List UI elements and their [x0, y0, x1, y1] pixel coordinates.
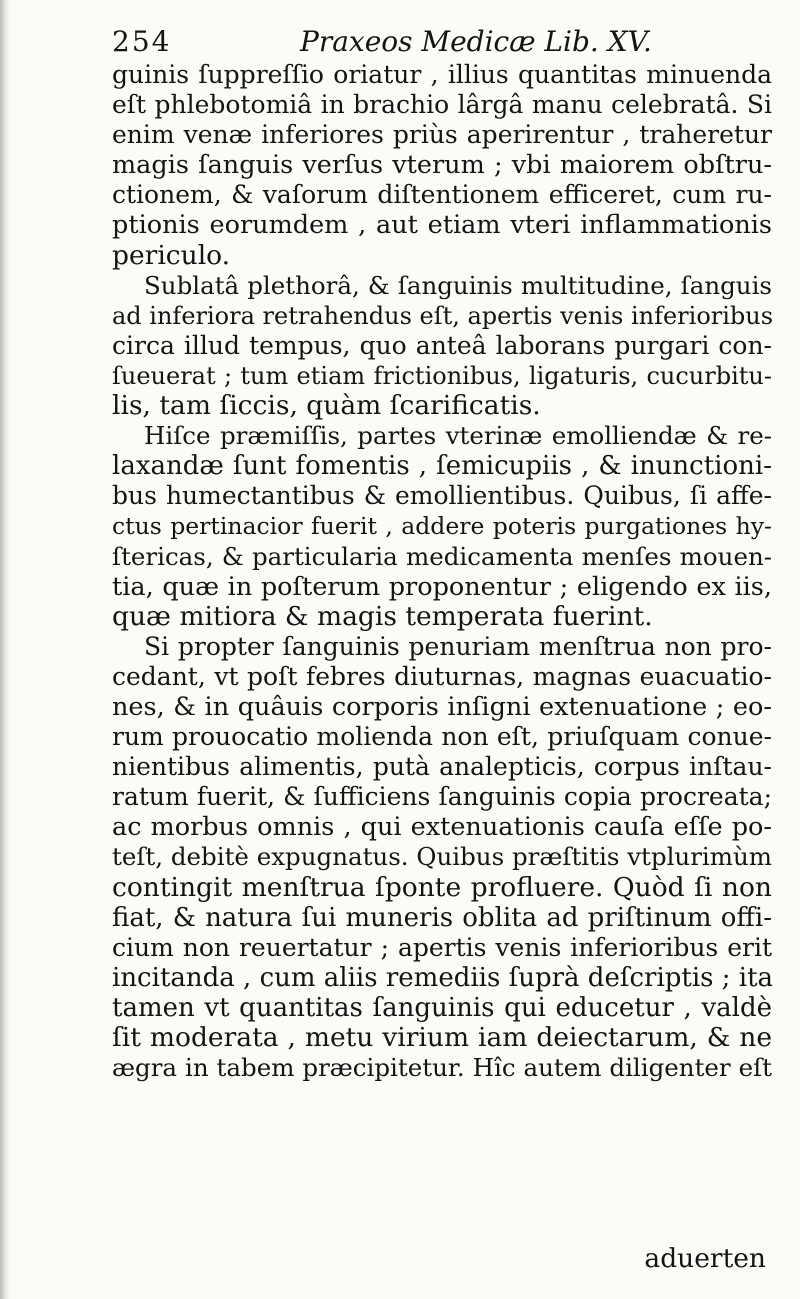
text-line: quæ mitiora & magis temperata fuerint. [112, 600, 653, 632]
text-line: cedant, vt poſt febres diuturnas, magnas euacuatio- [112, 661, 772, 691]
text-line: contingit menſtrua ſponte profluere. Quòd ſi non [112, 871, 772, 903]
paragraph [112, 60, 772, 271]
page-binding-edge [0, 0, 10, 1299]
text-line: teſt, debitè expugnatus. Quibus præſtitis vtplurimùm [112, 842, 772, 872]
text-line: Sublatâ plethorâ, & ſanguinis multitudine, ſanguis [144, 270, 772, 300]
running-title: Praxeos Medicæ Lib. XV. [300, 25, 652, 58]
text-line: tamen vt quantitas ſanguinis qui educetur , valdè [112, 992, 772, 1023]
text-line: eſt phlebotomiâ in brachio lârgâ manu celebratâ. Si [112, 90, 772, 120]
text-line: nientibus alimentis, putà analepticis, corpus inſtau- [112, 752, 772, 782]
text-line: ctus pertinacior fuerit , addere poteris purgationes hy- [112, 512, 772, 541]
text-line: cium non reuertatur ; apertis venis inferioribus erit [112, 932, 772, 962]
text-line: ac morbus omnis , qui extenuationis cauſa eſſe po- [112, 812, 772, 843]
text-line: Si propter ſanguinis penuriam menſtrua non pro- [144, 631, 772, 661]
text-line: enim venæ inferiores priùs aperirentur , traheretur [112, 120, 772, 150]
text-line: ſit moderata , metu virium iam deiectarum, & ne [112, 1022, 772, 1053]
text-line: nes, & in quâuis corporis inſigni extenuatione ; eo- [112, 691, 772, 722]
text-line: ctionem, & vaſorum diſtentionem efficeret, cum ru- [112, 180, 772, 210]
text-line: magis ſanguis verſus vterum ; vbi maiorem obſtru- [112, 150, 772, 181]
text-line: ptionis eorumdem , aut etiam vteri inflammationis [112, 210, 772, 241]
page-number: 254 [112, 25, 172, 58]
text-line: tia, quæ in poſterum proponentur ; eligendo ex iis, [112, 571, 772, 602]
text-line: lis, tam ſiccis, quàm ſcarificatis. [112, 390, 541, 422]
body-text [112, 60, 772, 1083]
paragraph [112, 632, 772, 1083]
text-line: laxandæ ſunt fomentis , ſemicupiis , & inunctioni- [112, 451, 772, 482]
text-line: bus humectantibus & emollientibus. Quibus, ſi affe- [112, 481, 772, 511]
text-line: guinis ſuppreſſio oriatur , illius quantitas minuenda [112, 60, 772, 89]
text-line: circa illud tempus, quo anteâ laborans purgari con- [112, 330, 772, 360]
text-line: ægra in tabem præcipitetur. Hîc autem diligenter eſt [112, 1053, 772, 1083]
text-line: ad inferiora retrahendus eſt, apertis venis inferioribus [112, 301, 774, 330]
text-line: ſueuerat ; tum etiam frictionibus, ligaturis, cucurbitu- [112, 361, 772, 390]
text-line: periculo. [112, 239, 231, 271]
text-line: incitanda , cum aliis remediis ſuprà deſcriptis ; ita [112, 962, 774, 993]
page-header [112, 22, 672, 62]
text-line: Hiſce præmiſſis, partes vterinæ emolliendæ & re- [144, 421, 772, 451]
paragraph [112, 271, 772, 421]
text-line: ratum fuerit, & ſufficiens ſanguinis copia procreata; [112, 782, 772, 812]
text-line: ſtericas, & particularia medicamenta menſes mouen- [112, 541, 772, 571]
catchword: aduerten [644, 1243, 766, 1274]
paragraph [112, 421, 772, 632]
text-line: fiat, & natura ſui muneris oblita ad priſtinum offi- [112, 902, 772, 933]
text-line: rum prouocatio molienda non eſt, priuſquam conue- [112, 722, 772, 752]
